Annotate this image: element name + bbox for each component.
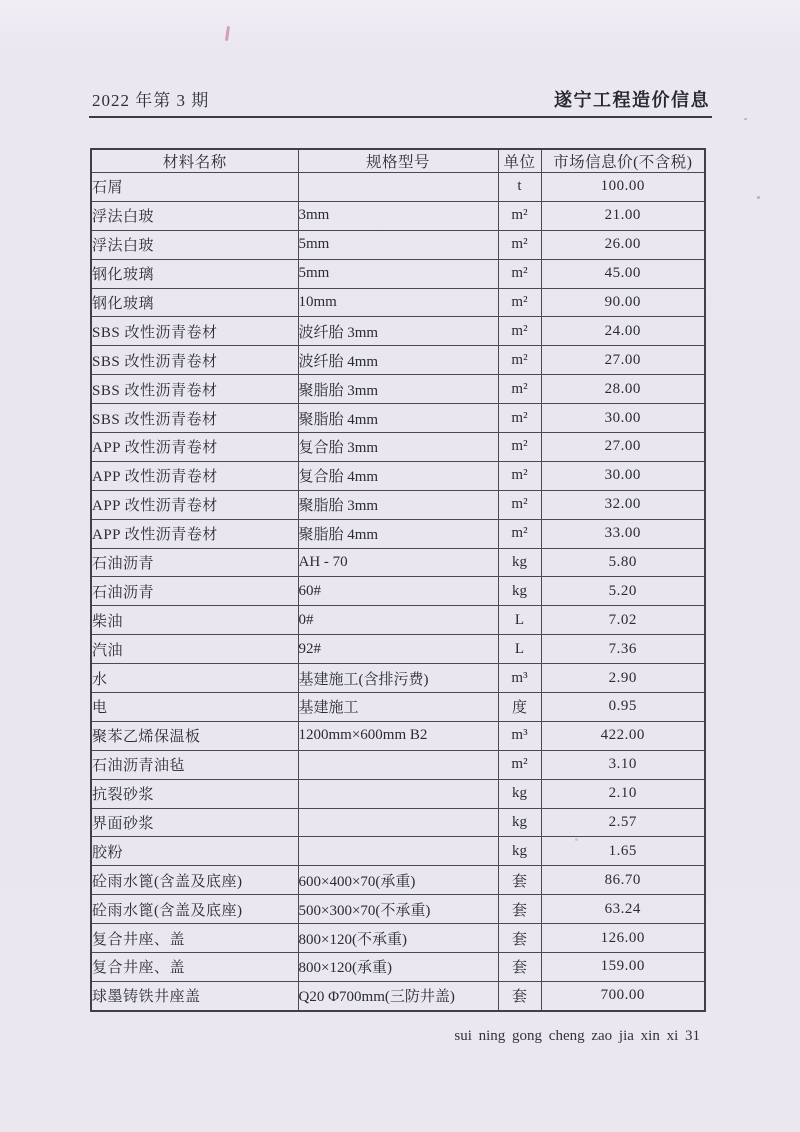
material-name-cell: APP 改性沥青卷材 <box>91 433 298 462</box>
page-footer: sui ning gong cheng zao jia xin xi 31 <box>454 1028 700 1044</box>
unit-cell: 套 <box>498 981 541 1011</box>
unit-cell: m² <box>498 461 541 490</box>
unit-cell: m² <box>498 519 541 548</box>
material-name-cell: APP 改性沥青卷材 <box>91 519 298 548</box>
price-cell: 3.10 <box>541 750 705 779</box>
price-cell: 90.00 <box>541 288 705 317</box>
table-row <box>91 548 705 577</box>
price-cell: 2.90 <box>541 664 705 693</box>
spec-cell: 800×120(承重) <box>298 953 498 982</box>
table-row <box>91 750 705 779</box>
table-row <box>91 317 705 346</box>
unit-cell: m² <box>498 433 541 462</box>
price-cell: 5.80 <box>541 548 705 577</box>
unit-cell: kg <box>498 808 541 837</box>
table-row <box>91 895 705 924</box>
material-name-cell: 钢化玻璃 <box>91 288 298 317</box>
price-cell: 30.00 <box>541 404 705 433</box>
price-cell: 126.00 <box>541 924 705 953</box>
table-row <box>91 635 705 664</box>
material-name-cell: 石油沥青 <box>91 577 298 606</box>
price-cell: 33.00 <box>541 519 705 548</box>
material-name-cell: 胶粉 <box>91 837 298 866</box>
spec-cell <box>298 750 498 779</box>
column-header-unit: 单位 <box>498 149 541 173</box>
table-row <box>91 981 705 1011</box>
unit-cell: m² <box>498 750 541 779</box>
table-row <box>91 230 705 259</box>
material-name-cell: 抗裂砂浆 <box>91 779 298 808</box>
material-name-cell: SBS 改性沥青卷材 <box>91 346 298 375</box>
table-row <box>91 779 705 808</box>
unit-cell: 套 <box>498 924 541 953</box>
table-row <box>91 173 705 202</box>
table-row <box>91 837 705 866</box>
material-name-cell: 砼雨水篦(含盖及底座) <box>91 895 298 924</box>
unit-cell: m³ <box>498 664 541 693</box>
publication-title: 遂宁工程造价信息 <box>554 90 710 110</box>
price-cell: 28.00 <box>541 375 705 404</box>
unit-cell: m² <box>498 201 541 230</box>
unit-cell: m² <box>498 230 541 259</box>
spec-cell: 聚脂胎 3mm <box>298 490 498 519</box>
spec-cell: 波纤胎 4mm <box>298 346 498 375</box>
unit-cell: t <box>498 173 541 202</box>
price-cell: 2.57 <box>541 808 705 837</box>
table-row <box>91 346 705 375</box>
price-cell: 5.20 <box>541 577 705 606</box>
unit-cell: kg <box>498 548 541 577</box>
price-cell: 26.00 <box>541 230 705 259</box>
unit-cell: m² <box>498 490 541 519</box>
price-cell: 45.00 <box>541 259 705 288</box>
table-row <box>91 693 705 722</box>
material-name-cell: 钢化玻璃 <box>91 259 298 288</box>
material-name-cell: APP 改性沥青卷材 <box>91 461 298 490</box>
material-name-cell: 复合井座、盖 <box>91 924 298 953</box>
price-cell: 30.00 <box>541 461 705 490</box>
price-cell: 7.02 <box>541 606 705 635</box>
table-row <box>91 721 705 750</box>
spec-cell: 1200mm×600mm B2 <box>298 721 498 750</box>
unit-cell: 套 <box>498 953 541 982</box>
material-name-cell: 柴油 <box>91 606 298 635</box>
price-cell: 86.70 <box>541 866 705 895</box>
spec-cell: 复合胎 4mm <box>298 461 498 490</box>
material-name-cell: 复合井座、盖 <box>91 953 298 982</box>
material-name-cell: SBS 改性沥青卷材 <box>91 404 298 433</box>
price-cell: 700.00 <box>541 981 705 1011</box>
spec-cell <box>298 173 498 202</box>
table-row <box>91 606 705 635</box>
unit-cell: m² <box>498 317 541 346</box>
material-name-cell: 电 <box>91 693 298 722</box>
material-name-cell: 浮法白玻 <box>91 201 298 230</box>
spec-cell: 波纤胎 3mm <box>298 317 498 346</box>
price-cell: 7.36 <box>541 635 705 664</box>
spec-cell <box>298 779 498 808</box>
unit-cell: L <box>498 606 541 635</box>
material-name-cell: 石油沥青油毡 <box>91 750 298 779</box>
table-row <box>91 808 705 837</box>
spec-cell: Q20 Φ700mm(三防井盖) <box>298 981 498 1011</box>
table-row <box>91 490 705 519</box>
price-table-head <box>91 149 705 173</box>
material-name-cell: 水 <box>91 664 298 693</box>
spec-cell: 基建施工 <box>298 693 498 722</box>
spec-cell <box>298 808 498 837</box>
price-cell: 32.00 <box>541 490 705 519</box>
unit-cell: m² <box>498 259 541 288</box>
spec-cell: 聚脂胎 3mm <box>298 375 498 404</box>
table-row <box>91 461 705 490</box>
material-name-cell: SBS 改性沥青卷材 <box>91 317 298 346</box>
spec-cell <box>298 837 498 866</box>
column-header-spec: 规格型号 <box>298 149 498 173</box>
spec-cell: 10mm <box>298 288 498 317</box>
table-row <box>91 259 705 288</box>
table-row <box>91 404 705 433</box>
header-rule <box>89 116 712 118</box>
table-row <box>91 866 705 895</box>
unit-cell: m³ <box>498 721 541 750</box>
header-row <box>91 149 705 173</box>
unit-cell: m² <box>498 288 541 317</box>
price-cell: 422.00 <box>541 721 705 750</box>
spec-cell: 92# <box>298 635 498 664</box>
unit-cell: 套 <box>498 866 541 895</box>
spec-cell: 复合胎 3mm <box>298 433 498 462</box>
price-cell: 27.00 <box>541 433 705 462</box>
material-name-cell: 界面砂浆 <box>91 808 298 837</box>
unit-cell: m² <box>498 404 541 433</box>
unit-cell: L <box>498 635 541 664</box>
price-cell: 63.24 <box>541 895 705 924</box>
spec-cell: AH - 70 <box>298 548 498 577</box>
unit-cell: 套 <box>498 895 541 924</box>
material-name-cell: SBS 改性沥青卷材 <box>91 375 298 404</box>
spec-cell: 60# <box>298 577 498 606</box>
material-name-cell: 浮法白玻 <box>91 230 298 259</box>
spec-cell: 500×300×70(不承重) <box>298 895 498 924</box>
price-cell: 24.00 <box>541 317 705 346</box>
material-name-cell: 球墨铸铁井座盖 <box>91 981 298 1011</box>
table-row <box>91 664 705 693</box>
material-name-cell: 聚苯乙烯保温板 <box>91 721 298 750</box>
price-cell: 100.00 <box>541 173 705 202</box>
column-header-material: 材料名称 <box>91 149 298 173</box>
spec-cell: 聚脂胎 4mm <box>298 404 498 433</box>
material-name-cell: 汽油 <box>91 635 298 664</box>
unit-cell: m² <box>498 375 541 404</box>
price-table-body <box>91 173 705 1012</box>
unit-cell: kg <box>498 837 541 866</box>
material-name-cell: 石油沥青 <box>91 548 298 577</box>
table-row <box>91 375 705 404</box>
table-row <box>91 201 705 230</box>
spec-cell: 0# <box>298 606 498 635</box>
price-table <box>90 148 706 1012</box>
unit-cell: m² <box>498 346 541 375</box>
table-row <box>91 924 705 953</box>
scan-artifact <box>225 26 230 41</box>
material-name-cell: 石屑 <box>91 173 298 202</box>
spec-cell: 3mm <box>298 201 498 230</box>
unit-cell: kg <box>498 577 541 606</box>
table-row <box>91 519 705 548</box>
table-row <box>91 288 705 317</box>
spec-cell: 聚脂胎 4mm <box>298 519 498 548</box>
price-cell: 21.00 <box>541 201 705 230</box>
price-cell: 27.00 <box>541 346 705 375</box>
price-cell: 0.95 <box>541 693 705 722</box>
scan-speck <box>757 196 760 199</box>
material-name-cell: 砼雨水篦(含盖及底座) <box>91 866 298 895</box>
price-cell: 159.00 <box>541 953 705 982</box>
page-header <box>92 86 710 112</box>
price-cell: 2.10 <box>541 779 705 808</box>
spec-cell: 5mm <box>298 230 498 259</box>
spec-cell: 5mm <box>298 259 498 288</box>
material-name-cell: APP 改性沥青卷材 <box>91 490 298 519</box>
spec-cell: 基建施工(含排污费) <box>298 664 498 693</box>
column-header-price: 市场信息价(不含税) <box>541 149 705 173</box>
price-cell: 1.65 <box>541 837 705 866</box>
table-row <box>91 953 705 982</box>
unit-cell: 度 <box>498 693 541 722</box>
table-row <box>91 433 705 462</box>
unit-cell: kg <box>498 779 541 808</box>
spec-cell: 800×120(不承重) <box>298 924 498 953</box>
issue-label: 2022 年第 3 期 <box>92 91 210 110</box>
scan-speck <box>744 118 747 120</box>
table-row <box>91 577 705 606</box>
spec-cell: 600×400×70(承重) <box>298 866 498 895</box>
